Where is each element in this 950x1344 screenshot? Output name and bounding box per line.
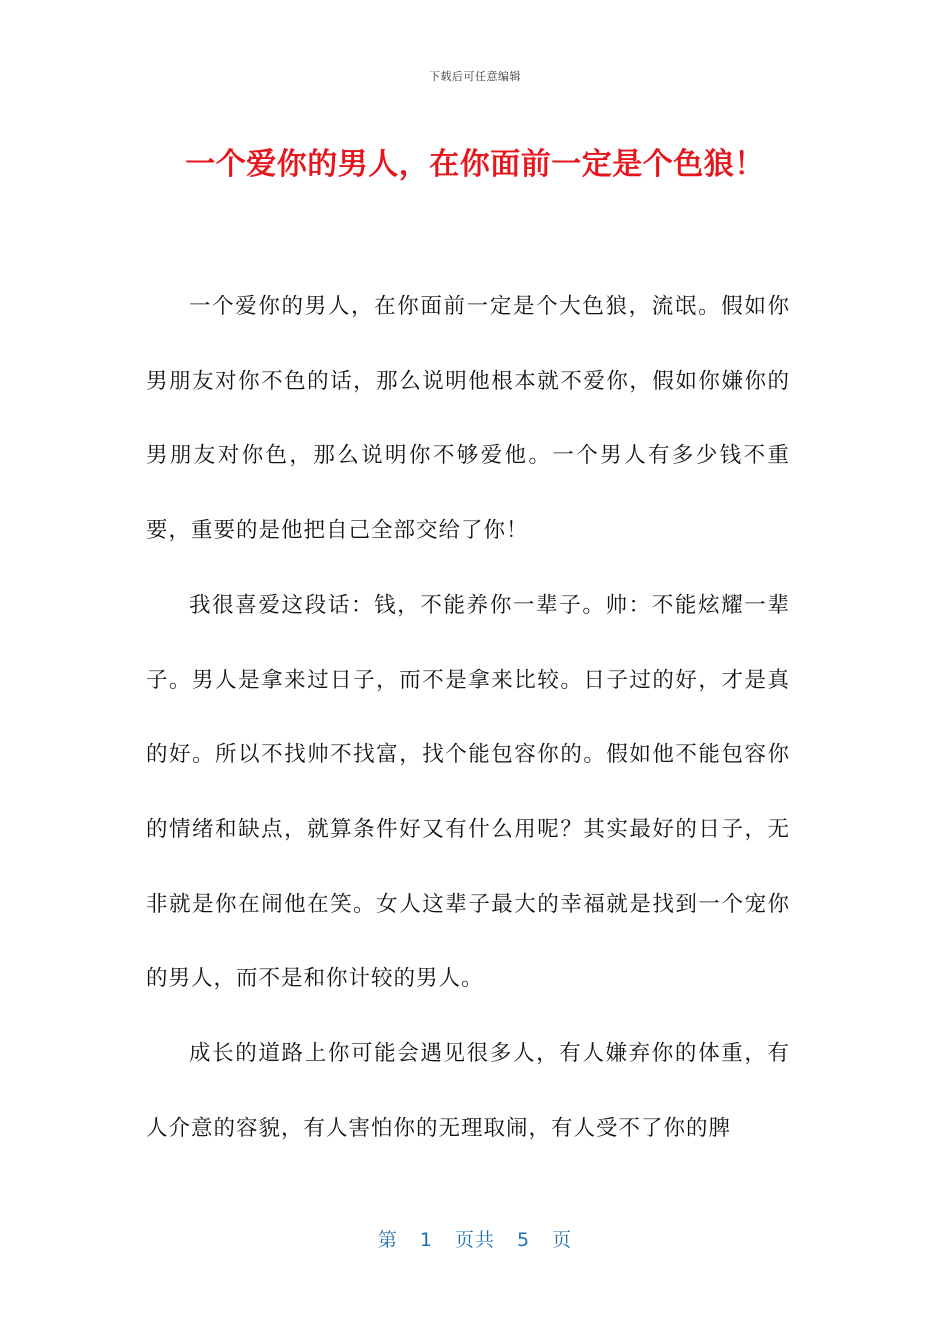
document-title: 一个爱你的男人，在你面前一定是个色狼！ (185, 147, 765, 182)
footer-total-pages: 5 (517, 1229, 531, 1251)
header-note: 下载后可任意编辑 (429, 70, 521, 83)
page-footer (0, 1225, 950, 1252)
paragraph-1: 一个爱你的男人，在你面前一定是个大色狼，流氓。假如你男朋友对你不色的话，那么说明他根本就不爱你，假如你嫌你的男朋友对你色，那么说明你不够爱他。一个男人有多少钱不重要，重要的是他把自己全部交给了你！ (146, 294, 790, 544)
paragraph-3: 成长的道路上你可能会遇见很多人，有人嫌弃你的体重，有人介意的容貌，有人害怕你的无理取闹，有人受不了你的脾 (146, 1041, 790, 1141)
footer-suffix: 页 (552, 1229, 573, 1251)
footer-current-page: 1 (419, 1229, 433, 1251)
footer-middle: 页共 (454, 1229, 495, 1251)
paragraph-2: 我很喜爱这段话：钱，不能养你一辈子。帅：不能炫耀一辈子。男人是拿来过日子，而不是拿来比较。日子过的好，才是真的好。所以不找帅不找富，找个能包容你的。假如他不能包容你的情绪和缺点，就算条件好又有什么用呢？其实最好的日子，无非就是你在闹他在笑。女人这辈子最大的幸福就是找到一个宠你的男人，而不是和你计较的男人。 (146, 592, 790, 992)
footer-prefix: 第 (377, 1229, 398, 1251)
document-body (146, 270, 790, 1166)
